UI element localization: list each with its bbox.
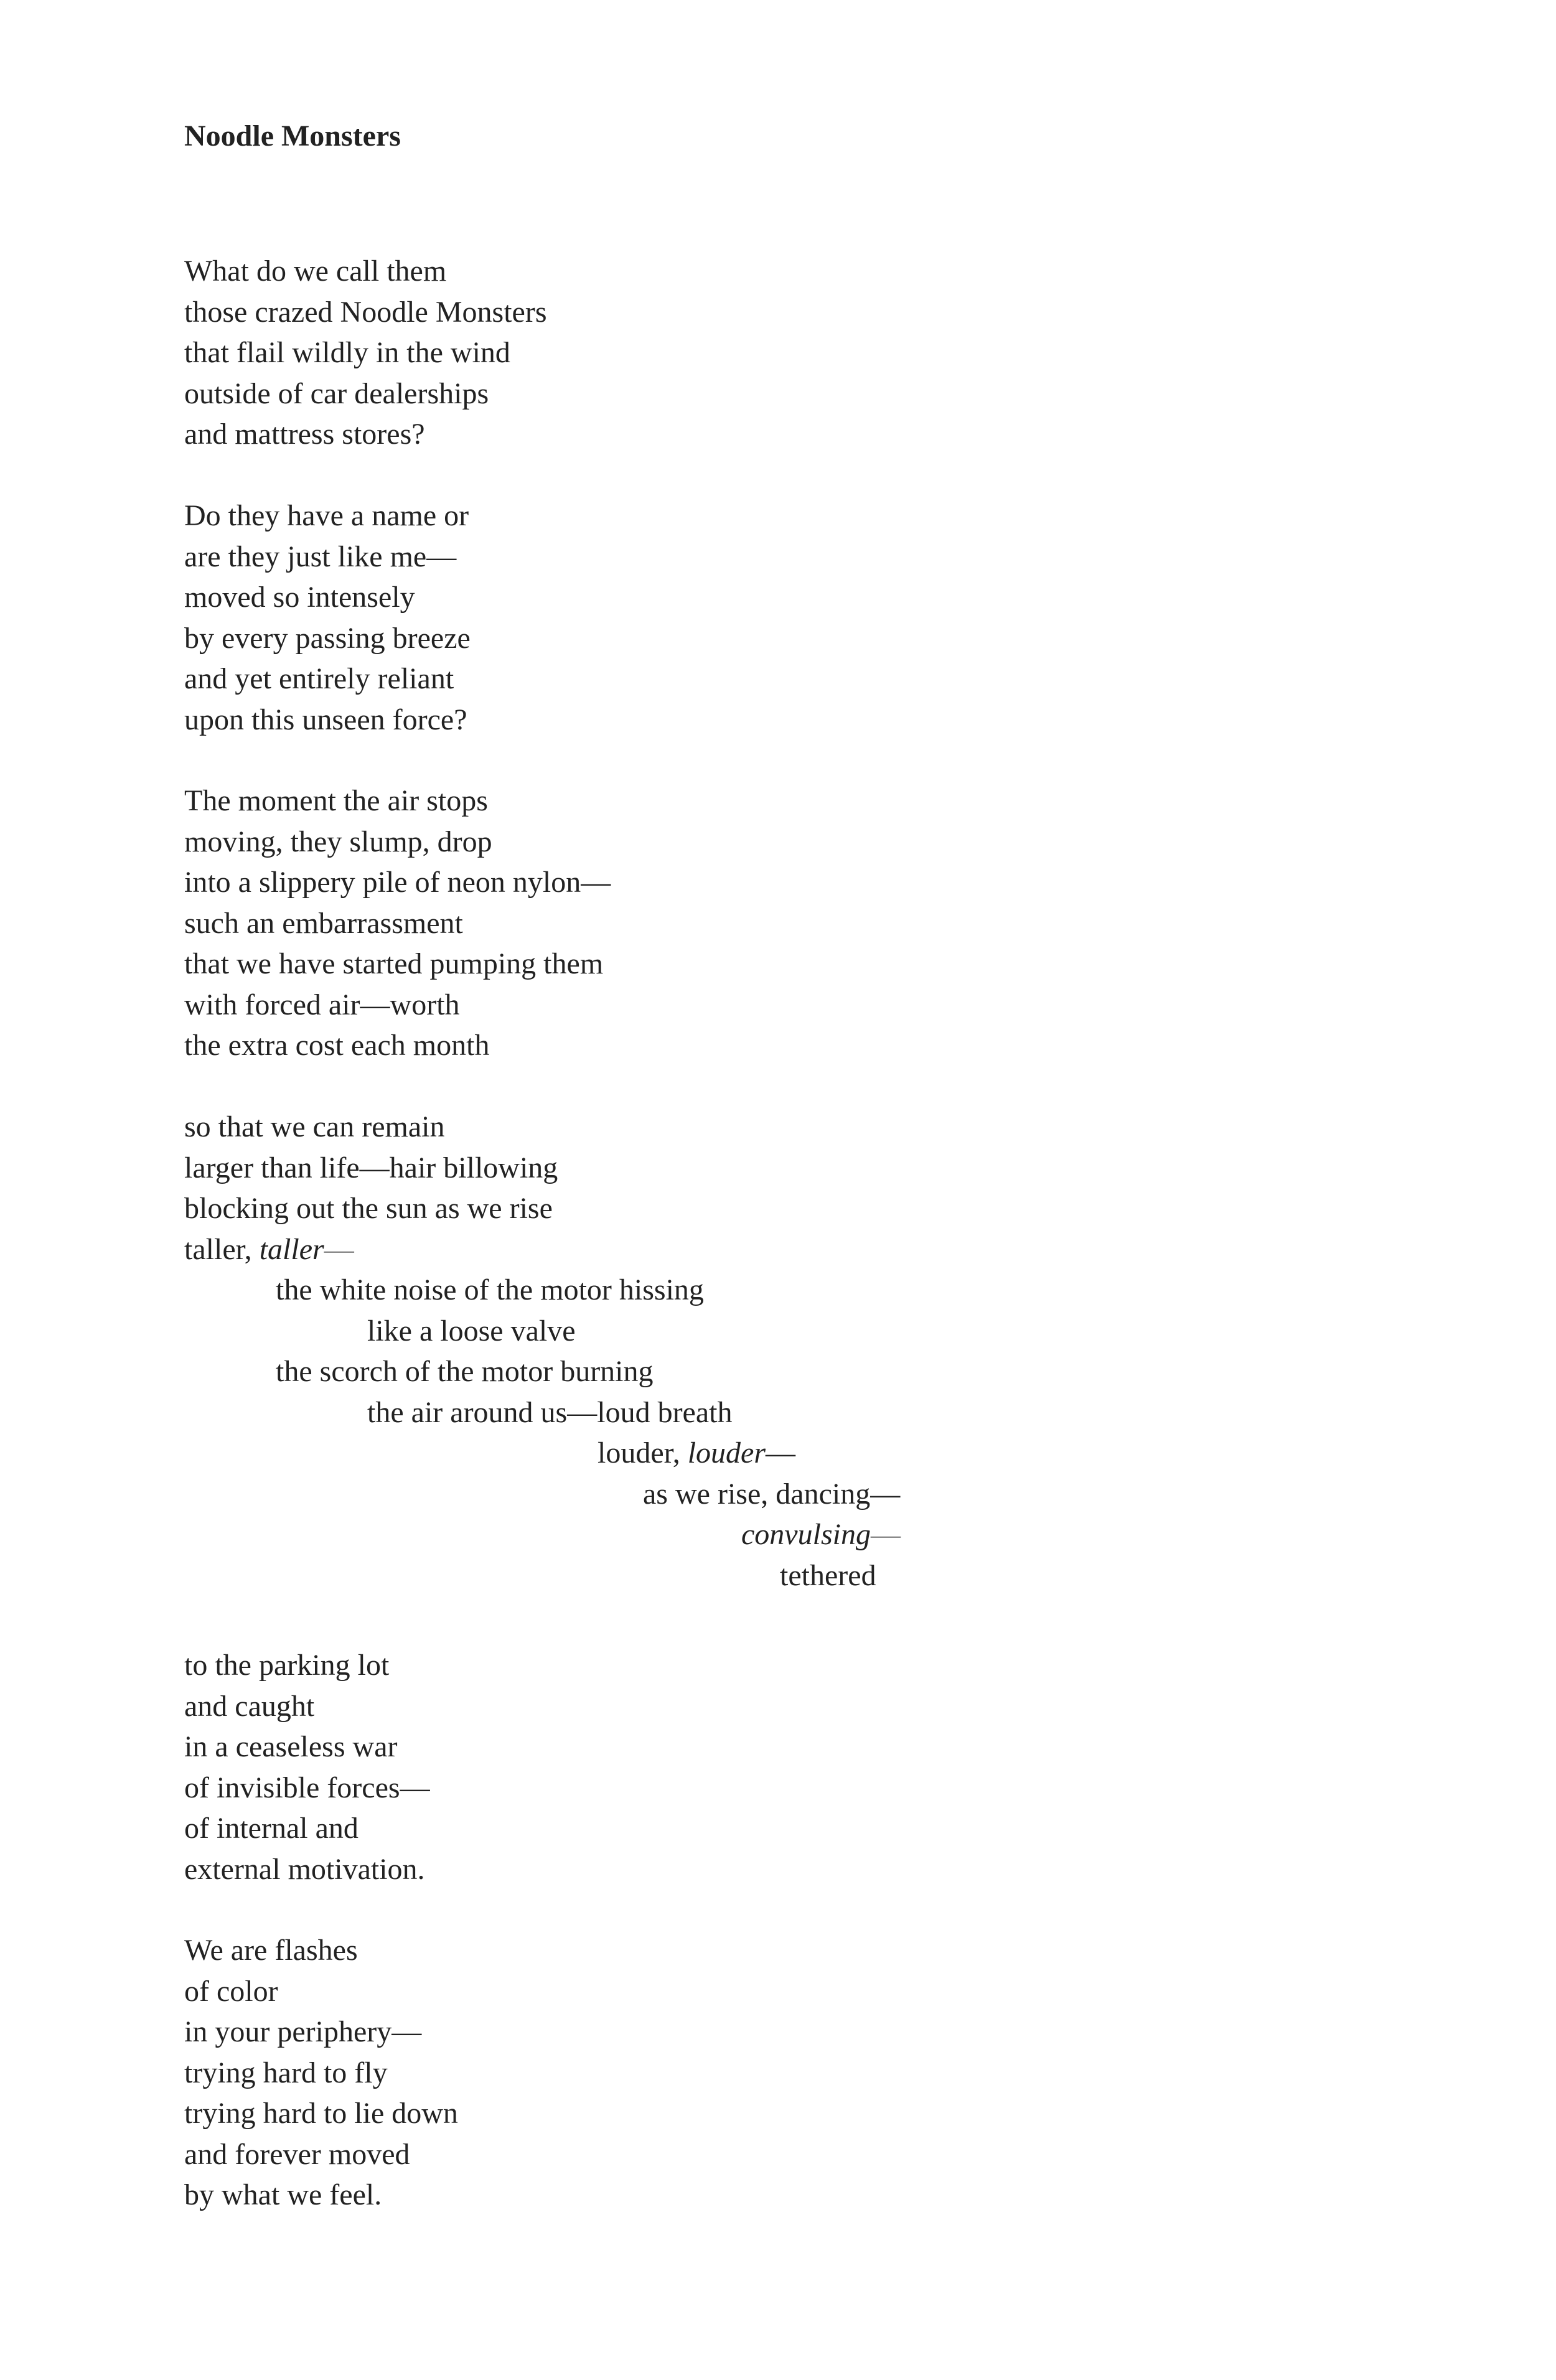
poem-line: those crazed Noodle Monsters	[184, 295, 547, 329]
poem-line: The moment the air stops	[184, 784, 488, 817]
poem-line: blocking out the sun as we rise	[184, 1192, 553, 1225]
poem-title: Noodle Monsters	[184, 119, 401, 152]
italic-word: louder	[687, 1436, 766, 1469]
stanza-2	[184, 495, 471, 740]
poem-line: into a slippery pile of neon nylon—	[184, 866, 611, 899]
poem-line: trying hard to lie down	[184, 2097, 458, 2130]
poem-line: in your periphery—	[184, 2015, 422, 2048]
poem-line: by what we feel.	[184, 2178, 382, 2211]
em-dash: —	[870, 1518, 901, 1551]
poem-line: and mattress stores?	[184, 418, 425, 451]
stanza-1	[184, 251, 547, 455]
poem-line: tethered	[780, 1558, 876, 1592]
poem-line: as we rise, dancing—	[643, 1477, 901, 1511]
stanza-4	[184, 1107, 901, 1596]
poem-line: the white noise of the motor hissing	[276, 1273, 704, 1306]
poem-line: trying hard to fly	[184, 2056, 388, 2089]
poem-line: moved so intensely	[184, 581, 415, 614]
poem-line: such an embarrassment	[184, 906, 463, 940]
italic-word: taller	[259, 1232, 324, 1266]
poem-line: are they just like me—	[184, 540, 457, 573]
poem-line	[184, 1229, 901, 1270]
poem-line: of internal and	[184, 1812, 359, 1845]
poem-line: What do we call them	[184, 255, 447, 288]
poem-line: and yet entirely reliant	[184, 662, 454, 695]
poem-line: external motivation.	[184, 1852, 425, 1886]
line-text: louder,	[598, 1436, 688, 1469]
poem-line: moving, they slump, drop	[184, 825, 492, 858]
poem-line	[184, 1514, 901, 1555]
poem-line: of color	[184, 1974, 278, 2008]
poem-line: the extra cost each month	[184, 1029, 490, 1062]
poem-line: the scorch of the motor burning	[276, 1355, 654, 1388]
poem-line: upon this unseen force?	[184, 703, 467, 736]
stanza-6	[184, 1930, 458, 2216]
poem-line: We are flashes	[184, 1934, 358, 1967]
poem-line: in a ceaseless war	[184, 1730, 398, 1763]
em-dash: —	[324, 1232, 354, 1266]
poem-line: to the parking lot	[184, 1649, 390, 1682]
poem-line: of invisible forces—	[184, 1771, 430, 1804]
italic-word: convulsing	[741, 1518, 871, 1551]
poem-line: that we have started pumping them	[184, 947, 604, 980]
poem-line: Do they have a name or	[184, 499, 469, 532]
poem-line: the air around us—loud breath	[367, 1395, 733, 1429]
poem-line	[184, 1433, 901, 1474]
line-text: taller,	[184, 1232, 260, 1266]
em-dash: —	[766, 1436, 796, 1469]
poem-line: and forever moved	[184, 2137, 410, 2171]
poem-line: like a loose valve	[367, 1314, 576, 1347]
poem-line: that flail wildly in the wind	[184, 336, 510, 369]
poem-line: with forced air—worth	[184, 988, 460, 1021]
poem-line: so that we can remain	[184, 1110, 445, 1143]
poem-line: outside of car dealerships	[184, 377, 489, 410]
poem-line: larger than life—hair billowing	[184, 1151, 558, 1184]
stanza-3	[184, 780, 611, 1066]
stanza-5	[184, 1645, 430, 1890]
poem-line: by every passing breeze	[184, 621, 471, 655]
poem-line: and caught	[184, 1689, 315, 1723]
